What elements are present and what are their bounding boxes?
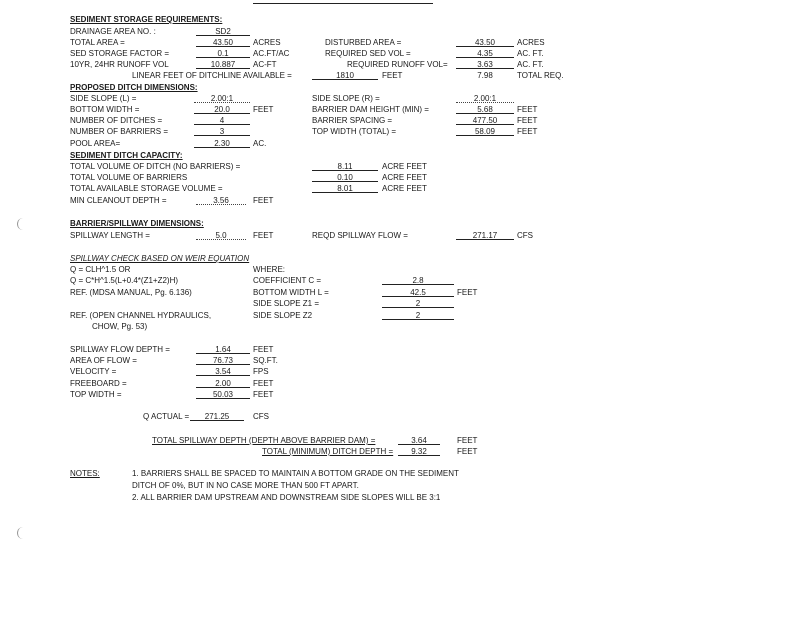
reqd-flow-unit: CFS (517, 231, 533, 240)
spillway-depth-label: TOTAL SPILLWAY DEPTH (DEPTH ABOVE BARRIER DAM) = (152, 436, 376, 445)
req-runoff-vol-value: 3.63 (477, 60, 493, 69)
total-area-value: 43.50 (212, 38, 234, 47)
ditch-capacity-heading: SEDIMENT DITCH CAPACITY: (70, 151, 183, 160)
side-z2-value: 2 (415, 311, 421, 320)
freeboard-label: FREEBOARD = (70, 379, 127, 388)
velocity-value: 3.54 (215, 367, 231, 376)
weir-eq2: Q = C*H^1.5(L+0.4*(Z1+Z2)H) (70, 276, 179, 285)
bottom-width-unit: FEET (253, 105, 274, 114)
ditch-depth-value: 9.32 (411, 447, 427, 456)
flow-depth-unit: FEET (253, 345, 274, 354)
flow-top-width-label: TOP WIDTH = (70, 390, 122, 399)
barrier-height-value: 5.68 (477, 105, 493, 114)
total-req-value: 7.98 (477, 71, 493, 80)
vol-no-barriers-value: 8.11 (337, 162, 353, 171)
req-sed-vol-label: REQUIRED SED VOL = (325, 49, 411, 58)
side-slope-l-value: 2.00:1 (210, 94, 234, 103)
notes-label: NOTES: (70, 469, 100, 478)
spillway-depth-value: 3.64 (411, 436, 427, 445)
linear-feet-value: 1810 (336, 71, 354, 80)
q-actual-unit: CFS (253, 412, 269, 421)
runoff-vol-label: 10YR, 24HR RUNOFF VOL (70, 60, 169, 69)
binder-hole-mark (17, 218, 26, 230)
top-width-unit: FEET (517, 127, 538, 136)
number-of-ditches-label: NUMBER OF DITCHES = (70, 116, 163, 125)
linear-feet-unit: FEET (382, 71, 403, 80)
total-req-unit: TOTAL REQ. (517, 71, 564, 80)
weir-eq1: Q = CLH^1.5 OR (70, 265, 131, 274)
barrier-spacing-value: 477.50 (472, 116, 498, 125)
top-rule (253, 3, 433, 4)
note-1-line-2: DITCH OF 0%, BUT IN NO CASE MORE THAN 500 FT APART. (132, 481, 359, 490)
side-slope-r-value: 2.00:1 (473, 94, 497, 103)
bottom-width-value: 20.0 (214, 105, 230, 114)
coef-c-value: 2.8 (412, 276, 424, 285)
ditch-depth-unit: FEET (457, 447, 478, 456)
top-width-value: 58.09 (474, 127, 496, 136)
reqd-flow-label: REQD SPILLWAY FLOW = (312, 231, 408, 240)
avail-storage-unit: ACRE FEET (382, 184, 427, 193)
avail-storage-label: TOTAL AVAILABLE STORAGE VOLUME = (70, 184, 223, 193)
q-actual-value: 271.25 (204, 412, 230, 421)
side-slope-r-label: SIDE SLOPE (R) = (312, 94, 380, 103)
weir-check-heading: SPILLWAY CHECK BASED ON WEIR EQUATION (70, 254, 250, 263)
q-actual-label: Q ACTUAL = (143, 412, 190, 421)
total-area-label: TOTAL AREA = (70, 38, 125, 47)
spillway-length-label: SPILLWAY LENGTH = (70, 231, 150, 240)
velocity-label: VELOCITY = (70, 367, 117, 376)
barrier-height-unit: FEET (517, 105, 538, 114)
cleanout-depth-unit: FEET (253, 196, 274, 205)
area-label: AREA OF FLOW = (70, 356, 137, 365)
drainage-area-no-value: SD2 (215, 27, 231, 36)
vol-barriers-value: 0.10 (337, 173, 353, 182)
flow-depth-value: 1.64 (215, 345, 231, 354)
side-z1-label: SIDE SLOPE Z1 = (253, 299, 320, 308)
spillway-depth-unit: FEET (457, 436, 478, 445)
cleanout-depth-label: MIN CLEANOUT DEPTH = (70, 196, 167, 205)
number-of-barriers-value: 3 (219, 127, 225, 136)
top-width-label: TOP WIDTH (TOTAL) = (312, 127, 397, 136)
binder-hole-mark (17, 527, 26, 539)
velocity-unit: FPS (253, 367, 269, 376)
where-label: WHERE: (253, 265, 285, 274)
barrier-spacing-unit: FEET (517, 116, 538, 125)
weir-ref1: REF. (MDSA MANUAL, Pg. 6.136) (70, 288, 192, 297)
sed-factor-value: 0.1 (217, 49, 229, 58)
freeboard-unit: FEET (253, 379, 274, 388)
area-value: 76.73 (212, 356, 234, 365)
side-slope-l-label: SIDE SLOPE (L) = (70, 94, 137, 103)
req-sed-vol-unit: AC. FT. (517, 49, 544, 58)
drainage-area-no-label: DRAINAGE AREA NO. : (70, 27, 156, 36)
pool-area-label: POOL AREA= (70, 139, 121, 148)
weir-ref3: CHOW, Pg. 53) (92, 322, 148, 331)
disturbed-area-unit: ACRES (517, 38, 545, 47)
req-runoff-vol-label: REQUIRED RUNOFF VOL= (347, 60, 448, 69)
freeboard-value: 2.00 (215, 379, 231, 388)
weir-bottom-width-unit: FEET (457, 288, 478, 297)
vol-barriers-label: TOTAL VOLUME OF BARRIERS (70, 173, 188, 182)
coef-c-label: COEFFICIENT C = (253, 276, 322, 285)
weir-bottom-width-label: BOTTOM WIDTH L = (253, 288, 329, 297)
runoff-vol-value: 10.887 (210, 60, 236, 69)
side-z2-label: SIDE SLOPE Z2 (253, 311, 313, 320)
cleanout-depth-value: 3.56 (213, 196, 229, 205)
sed-factor-unit: AC.FT/AC (253, 49, 290, 58)
vol-no-barriers-label: TOTAL VOLUME OF DITCH (NO BARRIERS) = (70, 162, 241, 171)
runoff-vol-unit: AC-FT (253, 60, 277, 69)
total-area-unit: ACRES (253, 38, 281, 47)
spillway-length-unit: FEET (253, 231, 274, 240)
barrier-height-label: BARRIER DAM HEIGHT (MIN) = (312, 105, 429, 114)
ditch-depth-label: TOTAL (MINIMUM) DITCH DEPTH = (262, 447, 394, 456)
weir-bottom-width-value: 42.5 (410, 288, 426, 297)
reqd-flow-value: 271.17 (472, 231, 498, 240)
side-z1-value: 2 (415, 299, 421, 308)
vol-no-barriers-unit: ACRE FEET (382, 162, 427, 171)
linear-feet-label: LINEAR FEET OF DITCHLINE AVAILABLE = (132, 71, 292, 80)
req-sed-vol-value: 4.35 (477, 49, 493, 58)
note-1-line-1: 1. BARRIERS SHALL BE SPACED TO MAINTAIN A BOTTOM GRADE ON THE SEDIMENT (132, 469, 459, 478)
disturbed-area-value: 43.50 (474, 38, 496, 47)
req-runoff-vol-unit: AC. FT. (517, 60, 544, 69)
disturbed-area-label: DISTURBED AREA = (325, 38, 402, 47)
ditch-dimensions-heading: PROPOSED DITCH DIMENSIONS: (70, 83, 198, 92)
barrier-spillway-heading: BARRIER/SPILLWAY DIMENSIONS: (70, 219, 204, 228)
avail-storage-value: 8.01 (337, 184, 353, 193)
area-unit: SQ.FT. (253, 356, 278, 365)
pool-area-value: 2.30 (214, 139, 230, 148)
vol-barriers-unit: ACRE FEET (382, 173, 427, 182)
sed-factor-label: SED STORAGE FACTOR = (70, 49, 170, 58)
spillway-length-value: 5.0 (215, 231, 227, 240)
weir-ref2: REF. (OPEN CHANNEL HYDRAULICS, (70, 311, 212, 320)
barrier-spacing-label: BARRIER SPACING = (312, 116, 393, 125)
flow-top-width-value: 50.03 (212, 390, 234, 399)
flow-depth-label: SPILLWAY FLOW DEPTH = (70, 345, 170, 354)
sediment-storage-heading: SEDIMENT STORAGE REQUIREMENTS: (70, 15, 223, 24)
bottom-width-label: BOTTOM WIDTH = (70, 105, 140, 114)
number-of-ditches-value: 4 (219, 116, 225, 125)
flow-top-width-unit: FEET (253, 390, 274, 399)
number-of-barriers-label: NUMBER OF BARRIERS = (70, 127, 169, 136)
pool-area-unit: AC. (253, 139, 267, 148)
note-2: 2. ALL BARRIER DAM UPSTREAM AND DOWNSTREAM SIDE SLOPES WILL BE 3:1 (132, 493, 441, 502)
